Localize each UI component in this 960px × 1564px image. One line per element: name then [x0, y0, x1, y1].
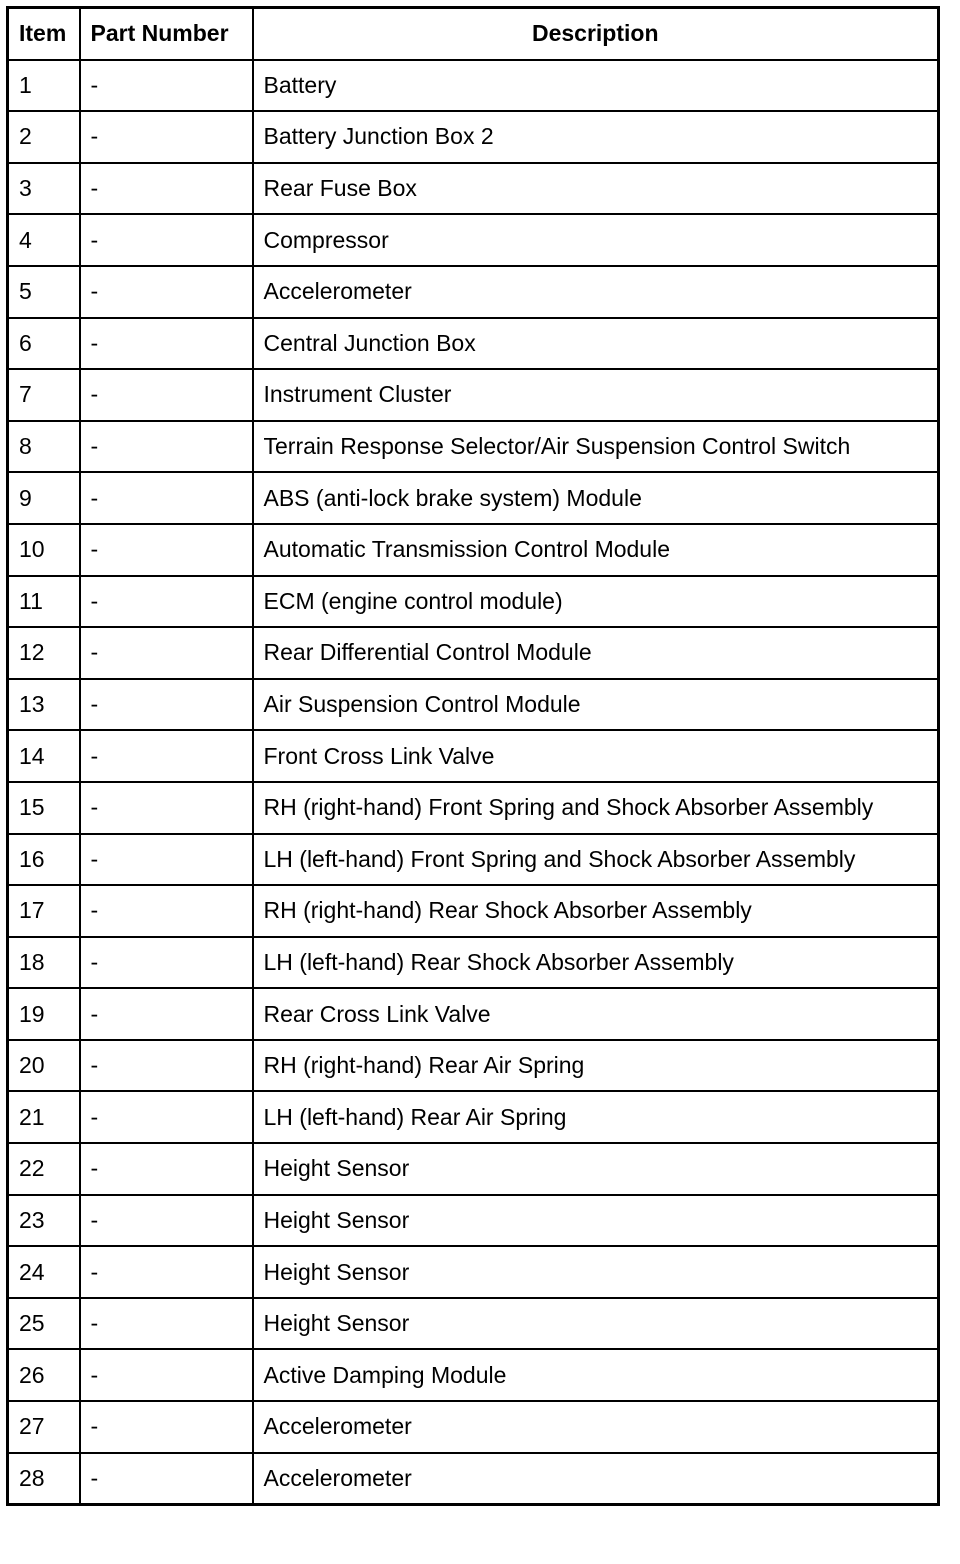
table-row	[8, 60, 939, 112]
part-number-cell: -	[80, 1401, 253, 1453]
description-cell: Accelerometer	[253, 1401, 939, 1453]
table-row	[8, 782, 939, 834]
description-cell: Height Sensor	[253, 1195, 939, 1247]
table-row	[8, 834, 939, 886]
description-cell: Battery	[253, 60, 939, 112]
table-body	[8, 60, 939, 1505]
description-cell: Battery Junction Box 2	[253, 111, 939, 163]
description-cell: Instrument Cluster	[253, 369, 939, 421]
item-number-cell: 10	[8, 524, 80, 576]
part-number-cell: -	[80, 214, 253, 266]
part-number-cell: -	[80, 1349, 253, 1401]
item-number-cell: 25	[8, 1298, 80, 1350]
item-number-cell: 1	[8, 60, 80, 112]
header-part-number: Part Number	[80, 8, 253, 60]
item-number-cell: 24	[8, 1246, 80, 1298]
table-row	[8, 679, 939, 731]
description-cell: Height Sensor	[253, 1246, 939, 1298]
item-number-cell: 5	[8, 266, 80, 318]
table-row	[8, 266, 939, 318]
table-row	[8, 937, 939, 989]
description-cell: Active Damping Module	[253, 1349, 939, 1401]
description-cell: Compressor	[253, 214, 939, 266]
item-number-cell: 6	[8, 318, 80, 370]
description-cell: LH (left-hand) Front Spring and Shock Absorber Assembly	[253, 834, 939, 886]
item-number-cell: 23	[8, 1195, 80, 1247]
item-number-cell: 14	[8, 730, 80, 782]
description-cell: Air Suspension Control Module	[253, 679, 939, 731]
part-number-cell: -	[80, 627, 253, 679]
table-row	[8, 421, 939, 473]
part-number-cell: -	[80, 1195, 253, 1247]
header-description: Description	[253, 8, 939, 60]
table-row	[8, 1091, 939, 1143]
item-number-cell: 28	[8, 1453, 80, 1505]
table-row	[8, 318, 939, 370]
description-cell: Height Sensor	[253, 1143, 939, 1195]
header-row	[8, 8, 939, 60]
part-number-cell: -	[80, 576, 253, 628]
description-cell: ECM (engine control module)	[253, 576, 939, 628]
table-row	[8, 576, 939, 628]
table-row	[8, 1298, 939, 1350]
part-number-cell: -	[80, 988, 253, 1040]
item-number-cell: 8	[8, 421, 80, 473]
part-number-cell: -	[80, 369, 253, 421]
item-number-cell: 17	[8, 885, 80, 937]
description-cell: Front Cross Link Valve	[253, 730, 939, 782]
description-cell: Accelerometer	[253, 1453, 939, 1505]
table-row	[8, 111, 939, 163]
header-item: Item	[8, 8, 80, 60]
item-number-cell: 16	[8, 834, 80, 886]
table-row	[8, 1195, 939, 1247]
item-number-cell: 27	[8, 1401, 80, 1453]
item-number-cell: 4	[8, 214, 80, 266]
part-number-cell: -	[80, 834, 253, 886]
table-row	[8, 1349, 939, 1401]
part-number-cell: -	[80, 1298, 253, 1350]
item-number-cell: 13	[8, 679, 80, 731]
item-number-cell: 18	[8, 937, 80, 989]
table-row	[8, 1246, 939, 1298]
description-cell: RH (right-hand) Front Spring and Shock Absorber Assembly	[253, 782, 939, 834]
part-number-cell: -	[80, 1453, 253, 1505]
table-row	[8, 730, 939, 782]
item-number-cell: 3	[8, 163, 80, 215]
part-number-cell: -	[80, 730, 253, 782]
item-number-cell: 21	[8, 1091, 80, 1143]
description-cell: Accelerometer	[253, 266, 939, 318]
part-number-cell: -	[80, 266, 253, 318]
part-number-cell: -	[80, 524, 253, 576]
part-number-cell: -	[80, 679, 253, 731]
part-number-cell: -	[80, 60, 253, 112]
description-cell: Terrain Response Selector/Air Suspension Control Switch	[253, 421, 939, 473]
description-cell: Height Sensor	[253, 1298, 939, 1350]
part-number-cell: -	[80, 1040, 253, 1092]
description-cell: LH (left-hand) Rear Shock Absorber Assembly	[253, 937, 939, 989]
table-row	[8, 1453, 939, 1505]
item-number-cell: 12	[8, 627, 80, 679]
table-row	[8, 988, 939, 1040]
table-header	[8, 8, 939, 60]
item-number-cell: 15	[8, 782, 80, 834]
part-number-cell: -	[80, 472, 253, 524]
part-number-cell: -	[80, 163, 253, 215]
item-number-cell: 22	[8, 1143, 80, 1195]
table-row	[8, 369, 939, 421]
table-row	[8, 1401, 939, 1453]
part-number-cell: -	[80, 1143, 253, 1195]
table-row	[8, 1040, 939, 1092]
description-cell: Rear Fuse Box	[253, 163, 939, 215]
table-row	[8, 163, 939, 215]
table-row	[8, 524, 939, 576]
description-cell: Rear Differential Control Module	[253, 627, 939, 679]
part-number-cell: -	[80, 1246, 253, 1298]
item-number-cell: 2	[8, 111, 80, 163]
description-cell: RH (right-hand) Rear Shock Absorber Assembly	[253, 885, 939, 937]
table-row	[8, 627, 939, 679]
part-number-cell: -	[80, 937, 253, 989]
part-number-cell: -	[80, 421, 253, 473]
item-number-cell: 19	[8, 988, 80, 1040]
description-cell: RH (right-hand) Rear Air Spring	[253, 1040, 939, 1092]
part-number-cell: -	[80, 1091, 253, 1143]
part-number-cell: -	[80, 885, 253, 937]
item-number-cell: 26	[8, 1349, 80, 1401]
table-row	[8, 214, 939, 266]
description-cell: LH (left-hand) Rear Air Spring	[253, 1091, 939, 1143]
description-cell: Central Junction Box	[253, 318, 939, 370]
table-row	[8, 472, 939, 524]
part-number-cell: -	[80, 318, 253, 370]
part-number-cell: -	[80, 782, 253, 834]
item-number-cell: 7	[8, 369, 80, 421]
table-row	[8, 885, 939, 937]
table-row	[8, 1143, 939, 1195]
description-cell: Rear Cross Link Valve	[253, 988, 939, 1040]
item-number-cell: 9	[8, 472, 80, 524]
item-number-cell: 20	[8, 1040, 80, 1092]
parts-table	[6, 6, 940, 1506]
item-number-cell: 11	[8, 576, 80, 628]
description-cell: Automatic Transmission Control Module	[253, 524, 939, 576]
description-cell: ABS (anti-lock brake system) Module	[253, 472, 939, 524]
part-number-cell: -	[80, 111, 253, 163]
